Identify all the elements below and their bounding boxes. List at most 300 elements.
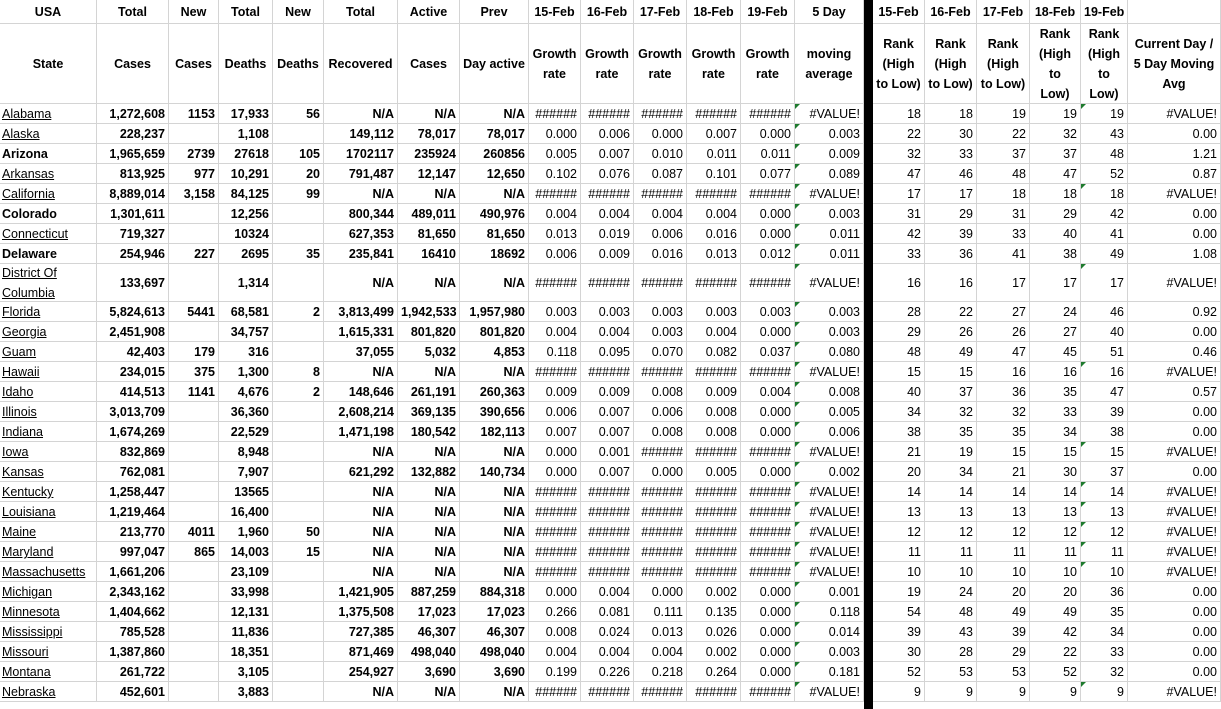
data-cell[interactable]: 22 xyxy=(873,124,925,144)
data-cell[interactable]: N/A xyxy=(460,502,529,522)
data-cell[interactable]: 0.118 xyxy=(529,342,581,362)
data-cell[interactable]: 1,301,611 xyxy=(97,204,169,224)
data-cell[interactable]: 0.024 xyxy=(581,622,634,642)
data-cell[interactable]: ###### xyxy=(741,482,795,502)
data-cell[interactable]: ###### xyxy=(741,682,795,702)
data-cell[interactable]: ###### xyxy=(581,522,634,542)
data-cell[interactable]: 5441 xyxy=(169,302,219,322)
data-cell[interactable]: #VALUE! xyxy=(795,184,864,204)
data-cell[interactable]: ###### xyxy=(741,562,795,582)
data-cell[interactable]: 40 xyxy=(873,382,925,402)
data-cell[interactable]: 0.003 xyxy=(741,302,795,322)
data-cell[interactable]: 0.003 xyxy=(581,302,634,322)
data-cell[interactable]: 0.008 xyxy=(634,382,687,402)
data-cell[interactable]: 4,676 xyxy=(219,382,273,402)
data-cell[interactable]: 52 xyxy=(1030,662,1081,682)
data-cell[interactable]: 12,650 xyxy=(460,164,529,184)
data-cell[interactable]: 1,272,608 xyxy=(97,104,169,124)
data-cell[interactable]: ###### xyxy=(634,542,687,562)
data-cell[interactable]: #VALUE! xyxy=(1128,502,1221,522)
data-cell[interactable]: 490,976 xyxy=(460,204,529,224)
data-cell[interactable]: ###### xyxy=(687,502,741,522)
data-cell[interactable]: 48 xyxy=(925,602,977,622)
data-cell[interactable]: 51 xyxy=(1081,342,1128,362)
data-cell[interactable]: 14 xyxy=(925,482,977,502)
data-cell[interactable]: 0.135 xyxy=(687,602,741,622)
data-cell[interactable]: 23,109 xyxy=(219,562,273,582)
data-cell[interactable] xyxy=(169,562,219,582)
data-cell[interactable]: ###### xyxy=(529,184,581,204)
data-cell[interactable]: ###### xyxy=(634,362,687,382)
data-cell[interactable]: ###### xyxy=(687,522,741,542)
data-cell[interactable] xyxy=(273,422,324,442)
data-cell[interactable]: 19 xyxy=(873,582,925,602)
data-cell[interactable]: #VALUE! xyxy=(795,482,864,502)
data-cell[interactable]: N/A xyxy=(398,264,460,302)
data-cell[interactable]: 9 xyxy=(873,682,925,702)
header-cell[interactable]: 15-Feb xyxy=(529,0,581,24)
data-cell[interactable]: 47 xyxy=(1030,164,1081,184)
data-cell[interactable]: 27 xyxy=(1030,322,1081,342)
data-cell[interactable]: 0.266 xyxy=(529,602,581,622)
header-cell[interactable]: 5 Day xyxy=(795,0,864,24)
data-cell[interactable]: 8,889,014 xyxy=(97,184,169,204)
data-cell[interactable]: N/A xyxy=(398,542,460,562)
data-cell[interactable]: 0.218 xyxy=(634,662,687,682)
data-cell[interactable]: 0.118 xyxy=(795,602,864,622)
data-cell[interactable]: 12 xyxy=(873,522,925,542)
data-cell[interactable]: #VALUE! xyxy=(1128,682,1221,702)
data-cell[interactable]: 12,256 xyxy=(219,204,273,224)
data-cell[interactable]: ###### xyxy=(529,502,581,522)
data-cell[interactable]: 182,113 xyxy=(460,422,529,442)
data-cell[interactable]: 0.000 xyxy=(741,322,795,342)
data-cell[interactable]: 0.00 xyxy=(1128,662,1221,682)
data-cell[interactable]: 17 xyxy=(925,184,977,204)
data-cell[interactable]: #VALUE! xyxy=(795,682,864,702)
data-cell[interactable]: 31 xyxy=(977,204,1030,224)
data-cell[interactable]: 33 xyxy=(977,224,1030,244)
data-cell[interactable]: 0.000 xyxy=(741,602,795,622)
data-cell[interactable]: 0.005 xyxy=(687,462,741,482)
data-cell[interactable]: #VALUE! xyxy=(795,104,864,124)
data-cell[interactable]: #VALUE! xyxy=(1128,104,1221,124)
data-cell[interactable]: ###### xyxy=(529,542,581,562)
header-cell[interactable]: 17-Feb xyxy=(634,0,687,24)
data-cell[interactable]: 16 xyxy=(1081,362,1128,382)
state-link[interactable]: Indiana xyxy=(0,422,97,442)
data-cell[interactable]: 15 xyxy=(1081,442,1128,462)
data-cell[interactable]: 0.00 xyxy=(1128,462,1221,482)
header-cell[interactable]: 16-Feb xyxy=(925,0,977,24)
data-cell[interactable]: 0.001 xyxy=(581,442,634,462)
data-cell[interactable]: 53 xyxy=(977,662,1030,682)
data-cell[interactable]: N/A xyxy=(460,562,529,582)
data-cell[interactable] xyxy=(169,622,219,642)
data-cell[interactable]: 3,158 xyxy=(169,184,219,204)
data-cell[interactable] xyxy=(273,662,324,682)
data-cell[interactable]: ###### xyxy=(741,542,795,562)
data-cell[interactable]: 832,869 xyxy=(97,442,169,462)
data-cell[interactable]: 0.004 xyxy=(634,204,687,224)
data-cell[interactable]: 34 xyxy=(925,462,977,482)
data-cell[interactable]: 0.46 xyxy=(1128,342,1221,362)
header-cell[interactable]: moving average xyxy=(795,24,864,104)
data-cell[interactable] xyxy=(169,642,219,662)
data-cell[interactable]: 48 xyxy=(977,164,1030,184)
header-cell[interactable]: 19-Feb xyxy=(741,0,795,24)
data-cell[interactable]: 0.011 xyxy=(741,144,795,164)
data-cell[interactable]: 37 xyxy=(925,382,977,402)
state-link[interactable]: Idaho xyxy=(0,382,97,402)
data-cell[interactable]: 0.92 xyxy=(1128,302,1221,322)
data-cell[interactable]: 19 xyxy=(977,104,1030,124)
data-cell[interactable]: 2739 xyxy=(169,144,219,164)
data-cell[interactable]: 36 xyxy=(925,244,977,264)
data-cell[interactable]: 0.004 xyxy=(687,204,741,224)
data-cell[interactable]: N/A xyxy=(460,682,529,702)
data-cell[interactable]: 33 xyxy=(1081,642,1128,662)
header-cell[interactable]: Deaths xyxy=(219,24,273,104)
data-cell[interactable]: 29 xyxy=(1030,204,1081,224)
data-cell[interactable]: ###### xyxy=(581,502,634,522)
data-cell[interactable]: 33 xyxy=(925,144,977,164)
data-cell[interactable]: 10324 xyxy=(219,224,273,244)
state-link[interactable]: Maryland xyxy=(0,542,97,562)
data-cell[interactable]: N/A xyxy=(324,442,398,462)
data-cell[interactable] xyxy=(273,642,324,662)
data-cell[interactable]: N/A xyxy=(398,502,460,522)
data-cell[interactable]: 36 xyxy=(1081,582,1128,602)
data-cell[interactable]: 68,581 xyxy=(219,302,273,322)
data-cell[interactable]: #VALUE! xyxy=(795,542,864,562)
data-cell[interactable]: 0.007 xyxy=(581,144,634,164)
data-cell[interactable]: 30 xyxy=(873,642,925,662)
data-cell[interactable]: ###### xyxy=(687,542,741,562)
data-cell[interactable]: 31 xyxy=(873,204,925,224)
data-cell[interactable]: 0.000 xyxy=(741,662,795,682)
data-cell[interactable]: 140,734 xyxy=(460,462,529,482)
data-cell[interactable]: 14 xyxy=(873,482,925,502)
data-cell[interactable]: 49 xyxy=(977,602,1030,622)
data-cell[interactable]: 0.005 xyxy=(795,402,864,422)
data-cell[interactable]: 0.026 xyxy=(687,622,741,642)
data-cell[interactable]: 19 xyxy=(1030,104,1081,124)
data-cell[interactable]: 12,131 xyxy=(219,602,273,622)
data-cell[interactable]: 0.000 xyxy=(741,642,795,662)
data-cell[interactable]: 50 xyxy=(273,522,324,542)
data-cell[interactable]: 0.004 xyxy=(529,322,581,342)
data-cell[interactable]: 316 xyxy=(219,342,273,362)
data-cell[interactable]: 0.003 xyxy=(795,322,864,342)
data-cell[interactable]: 99 xyxy=(273,184,324,204)
header-cell[interactable]: Rank (High to Low) xyxy=(873,24,925,104)
data-cell[interactable]: 3,813,499 xyxy=(324,302,398,322)
data-cell[interactable]: 261,722 xyxy=(97,662,169,682)
state-link[interactable]: Georgia xyxy=(0,322,97,342)
data-cell[interactable]: 11 xyxy=(873,542,925,562)
data-cell[interactable]: 41 xyxy=(977,244,1030,264)
data-cell[interactable]: 414,513 xyxy=(97,382,169,402)
data-cell[interactable]: 0.004 xyxy=(581,204,634,224)
data-cell[interactable]: 12 xyxy=(977,522,1030,542)
data-cell[interactable]: 16 xyxy=(1030,362,1081,382)
data-cell[interactable]: #VALUE! xyxy=(795,362,864,382)
data-cell[interactable]: 0.011 xyxy=(795,244,864,264)
data-cell[interactable]: 1,219,464 xyxy=(97,502,169,522)
data-cell[interactable]: #VALUE! xyxy=(1128,184,1221,204)
data-cell[interactable]: 47 xyxy=(1081,382,1128,402)
data-cell[interactable]: 11 xyxy=(977,542,1030,562)
data-cell[interactable]: 26 xyxy=(977,322,1030,342)
data-cell[interactable]: 11,836 xyxy=(219,622,273,642)
data-cell[interactable]: 1,314 xyxy=(219,264,273,302)
data-cell[interactable]: 0.037 xyxy=(741,342,795,362)
data-cell[interactable]: 0.000 xyxy=(634,124,687,144)
data-cell[interactable]: 1,661,206 xyxy=(97,562,169,582)
data-cell[interactable]: 0.003 xyxy=(795,642,864,662)
data-cell[interactable]: 0.009 xyxy=(795,144,864,164)
data-cell[interactable] xyxy=(273,204,324,224)
data-cell[interactable]: N/A xyxy=(324,482,398,502)
data-cell[interactable]: N/A xyxy=(398,442,460,462)
data-cell[interactable]: 32 xyxy=(873,144,925,164)
data-cell[interactable]: 0.004 xyxy=(529,642,581,662)
data-cell[interactable]: 3,690 xyxy=(398,662,460,682)
data-cell[interactable] xyxy=(169,462,219,482)
data-cell[interactable]: ###### xyxy=(581,562,634,582)
data-cell[interactable]: 0.013 xyxy=(529,224,581,244)
data-cell[interactable]: 45 xyxy=(1030,342,1081,362)
data-cell[interactable]: 52 xyxy=(1081,164,1128,184)
data-cell[interactable] xyxy=(169,402,219,422)
data-cell[interactable]: 0.006 xyxy=(529,244,581,264)
data-cell[interactable]: 15 xyxy=(977,442,1030,462)
data-cell[interactable]: ###### xyxy=(581,682,634,702)
state-link[interactable]: Florida xyxy=(0,302,97,322)
data-cell[interactable]: 228,237 xyxy=(97,124,169,144)
data-cell[interactable]: 0.012 xyxy=(741,244,795,264)
data-cell[interactable]: 16 xyxy=(873,264,925,302)
data-cell[interactable]: 0.000 xyxy=(634,582,687,602)
data-cell[interactable] xyxy=(169,204,219,224)
data-cell[interactable]: 81,650 xyxy=(460,224,529,244)
data-cell[interactable]: ###### xyxy=(634,482,687,502)
data-cell[interactable]: 390,656 xyxy=(460,402,529,422)
state-link[interactable]: Connecticut xyxy=(0,224,97,244)
data-cell[interactable]: 801,820 xyxy=(398,322,460,342)
data-cell[interactable]: 0.000 xyxy=(741,622,795,642)
header-cell[interactable]: Cases xyxy=(169,24,219,104)
data-cell[interactable] xyxy=(169,322,219,342)
data-cell[interactable]: 1,965,659 xyxy=(97,144,169,164)
data-cell[interactable]: ###### xyxy=(529,104,581,124)
data-cell[interactable]: 0.000 xyxy=(741,224,795,244)
data-cell[interactable]: 1,387,860 xyxy=(97,642,169,662)
data-cell[interactable]: 1,421,905 xyxy=(324,582,398,602)
data-cell[interactable]: N/A xyxy=(324,682,398,702)
data-cell[interactable]: 2,343,162 xyxy=(97,582,169,602)
data-cell[interactable]: N/A xyxy=(324,104,398,124)
data-cell[interactable]: 1,471,198 xyxy=(324,422,398,442)
header-cell[interactable]: Rank (High to Low) xyxy=(1030,24,1081,104)
data-cell[interactable]: 42 xyxy=(1030,622,1081,642)
state-link[interactable]: District Of Columbia xyxy=(0,264,97,302)
data-cell[interactable]: 8,948 xyxy=(219,442,273,462)
data-cell[interactable]: 727,385 xyxy=(324,622,398,642)
data-cell[interactable]: ###### xyxy=(687,442,741,462)
data-cell[interactable]: 0.000 xyxy=(634,462,687,482)
data-cell[interactable]: N/A xyxy=(460,104,529,124)
data-cell[interactable]: ###### xyxy=(634,682,687,702)
data-cell[interactable]: 39 xyxy=(977,622,1030,642)
data-cell[interactable]: 260,363 xyxy=(460,382,529,402)
data-cell[interactable]: 24 xyxy=(925,582,977,602)
data-cell[interactable]: 627,353 xyxy=(324,224,398,244)
data-cell[interactable] xyxy=(169,682,219,702)
data-cell[interactable] xyxy=(169,582,219,602)
state-link[interactable]: Minnesota xyxy=(0,602,97,622)
data-cell[interactable]: 22 xyxy=(925,302,977,322)
data-cell[interactable]: 15 xyxy=(273,542,324,562)
data-cell[interactable]: 0.00 xyxy=(1128,622,1221,642)
header-cell[interactable]: Prev xyxy=(460,0,529,24)
data-cell[interactable]: 0.005 xyxy=(529,144,581,164)
header-cell[interactable]: Growth rate xyxy=(581,24,634,104)
data-cell[interactable] xyxy=(169,124,219,144)
state-link[interactable]: Alaska xyxy=(0,124,97,144)
data-cell[interactable]: 35 xyxy=(977,422,1030,442)
data-cell[interactable] xyxy=(273,502,324,522)
data-cell[interactable]: 35 xyxy=(1030,382,1081,402)
data-cell[interactable]: 38 xyxy=(1081,422,1128,442)
data-cell[interactable]: 37 xyxy=(1081,462,1128,482)
data-cell[interactable]: 18 xyxy=(1030,184,1081,204)
data-cell[interactable]: 15 xyxy=(925,362,977,382)
data-cell[interactable]: ###### xyxy=(687,264,741,302)
data-cell[interactable]: 800,344 xyxy=(324,204,398,224)
data-cell[interactable]: 12 xyxy=(1030,522,1081,542)
header-cell[interactable]: 18-Feb xyxy=(1030,0,1081,24)
data-cell[interactable]: 35 xyxy=(925,422,977,442)
state-link[interactable]: Kansas xyxy=(0,462,97,482)
header-cell[interactable]: New xyxy=(273,0,324,24)
data-cell[interactable]: 10 xyxy=(1081,562,1128,582)
data-cell[interactable]: 12 xyxy=(925,522,977,542)
data-cell[interactable] xyxy=(273,622,324,642)
data-cell[interactable]: 997,047 xyxy=(97,542,169,562)
header-cell[interactable]: Growth rate xyxy=(634,24,687,104)
data-cell[interactable]: 48 xyxy=(1081,144,1128,164)
state-link[interactable]: Alabama xyxy=(0,104,97,124)
data-cell[interactable]: 0.000 xyxy=(529,442,581,462)
data-cell[interactable]: 16410 xyxy=(398,244,460,264)
data-cell[interactable]: 38 xyxy=(1030,244,1081,264)
data-cell[interactable]: N/A xyxy=(324,542,398,562)
data-cell[interactable]: 0.003 xyxy=(795,124,864,144)
state-link[interactable]: California xyxy=(0,184,97,204)
state-link[interactable]: Montana xyxy=(0,662,97,682)
data-cell[interactable]: 0.019 xyxy=(581,224,634,244)
data-cell[interactable]: 0.199 xyxy=(529,662,581,682)
data-cell[interactable]: 148,646 xyxy=(324,382,398,402)
data-cell[interactable]: 452,601 xyxy=(97,682,169,702)
data-cell[interactable]: 18 xyxy=(1081,184,1128,204)
data-cell[interactable]: 2,608,214 xyxy=(324,402,398,422)
data-cell[interactable]: 3,690 xyxy=(460,662,529,682)
data-cell[interactable]: 0.008 xyxy=(634,422,687,442)
data-cell[interactable]: ###### xyxy=(529,562,581,582)
data-cell[interactable]: #VALUE! xyxy=(1128,542,1221,562)
data-cell[interactable]: 0.095 xyxy=(581,342,634,362)
data-cell[interactable]: 40 xyxy=(1081,322,1128,342)
data-cell[interactable]: 0.081 xyxy=(581,602,634,622)
data-cell[interactable]: #VALUE! xyxy=(795,522,864,542)
data-cell[interactable]: 43 xyxy=(1081,124,1128,144)
header-cell[interactable]: Rank (High to Low) xyxy=(1081,24,1128,104)
state-link[interactable]: Illinois xyxy=(0,402,97,422)
data-cell[interactable] xyxy=(273,562,324,582)
data-cell[interactable]: 0.004 xyxy=(581,582,634,602)
data-cell[interactable]: #VALUE! xyxy=(1128,482,1221,502)
data-cell[interactable]: 47 xyxy=(977,342,1030,362)
data-cell[interactable] xyxy=(273,482,324,502)
data-cell[interactable]: 1.08 xyxy=(1128,244,1221,264)
data-cell[interactable]: 254,927 xyxy=(324,662,398,682)
data-cell[interactable]: 4011 xyxy=(169,522,219,542)
data-cell[interactable]: 0.011 xyxy=(795,224,864,244)
data-cell[interactable]: 1,258,447 xyxy=(97,482,169,502)
state-link[interactable]: Arkansas xyxy=(0,164,97,184)
data-cell[interactable] xyxy=(273,682,324,702)
data-cell[interactable]: 22 xyxy=(1030,642,1081,662)
data-cell[interactable]: 1,300 xyxy=(219,362,273,382)
data-cell[interactable]: 14 xyxy=(977,482,1030,502)
header-cell[interactable]: 15-Feb xyxy=(873,0,925,24)
data-cell[interactable]: 9 xyxy=(925,682,977,702)
data-cell[interactable]: 489,011 xyxy=(398,204,460,224)
data-cell[interactable]: 0.014 xyxy=(795,622,864,642)
data-cell[interactable]: 49 xyxy=(925,342,977,362)
data-cell[interactable]: 32 xyxy=(925,402,977,422)
data-cell[interactable]: 0.003 xyxy=(529,302,581,322)
header-cell[interactable]: Rank (High to Low) xyxy=(977,24,1030,104)
data-cell[interactable]: 15 xyxy=(1030,442,1081,462)
data-cell[interactable]: 40 xyxy=(1030,224,1081,244)
data-cell[interactable]: 11 xyxy=(925,542,977,562)
data-cell[interactable]: ###### xyxy=(581,264,634,302)
data-cell[interactable]: 0.181 xyxy=(795,662,864,682)
data-cell[interactable]: 0.076 xyxy=(581,164,634,184)
state-link[interactable]: Iowa xyxy=(0,442,97,462)
data-cell[interactable]: 17,933 xyxy=(219,104,273,124)
data-cell[interactable] xyxy=(169,482,219,502)
data-cell[interactable]: #VALUE! xyxy=(795,562,864,582)
header-cell[interactable]: Active xyxy=(398,0,460,24)
header-cell[interactable]: Total xyxy=(219,0,273,24)
data-cell[interactable]: 0.003 xyxy=(795,204,864,224)
data-cell[interactable]: 133,697 xyxy=(97,264,169,302)
data-cell[interactable]: 33 xyxy=(873,244,925,264)
data-cell[interactable]: N/A xyxy=(398,522,460,542)
data-cell[interactable]: 0.006 xyxy=(529,402,581,422)
data-cell[interactable]: 11 xyxy=(1081,542,1128,562)
data-cell[interactable]: 18 xyxy=(925,104,977,124)
data-cell[interactable]: 260856 xyxy=(460,144,529,164)
data-cell[interactable]: ###### xyxy=(529,264,581,302)
data-cell[interactable]: 0.007 xyxy=(581,422,634,442)
data-cell[interactable]: 0.006 xyxy=(795,422,864,442)
